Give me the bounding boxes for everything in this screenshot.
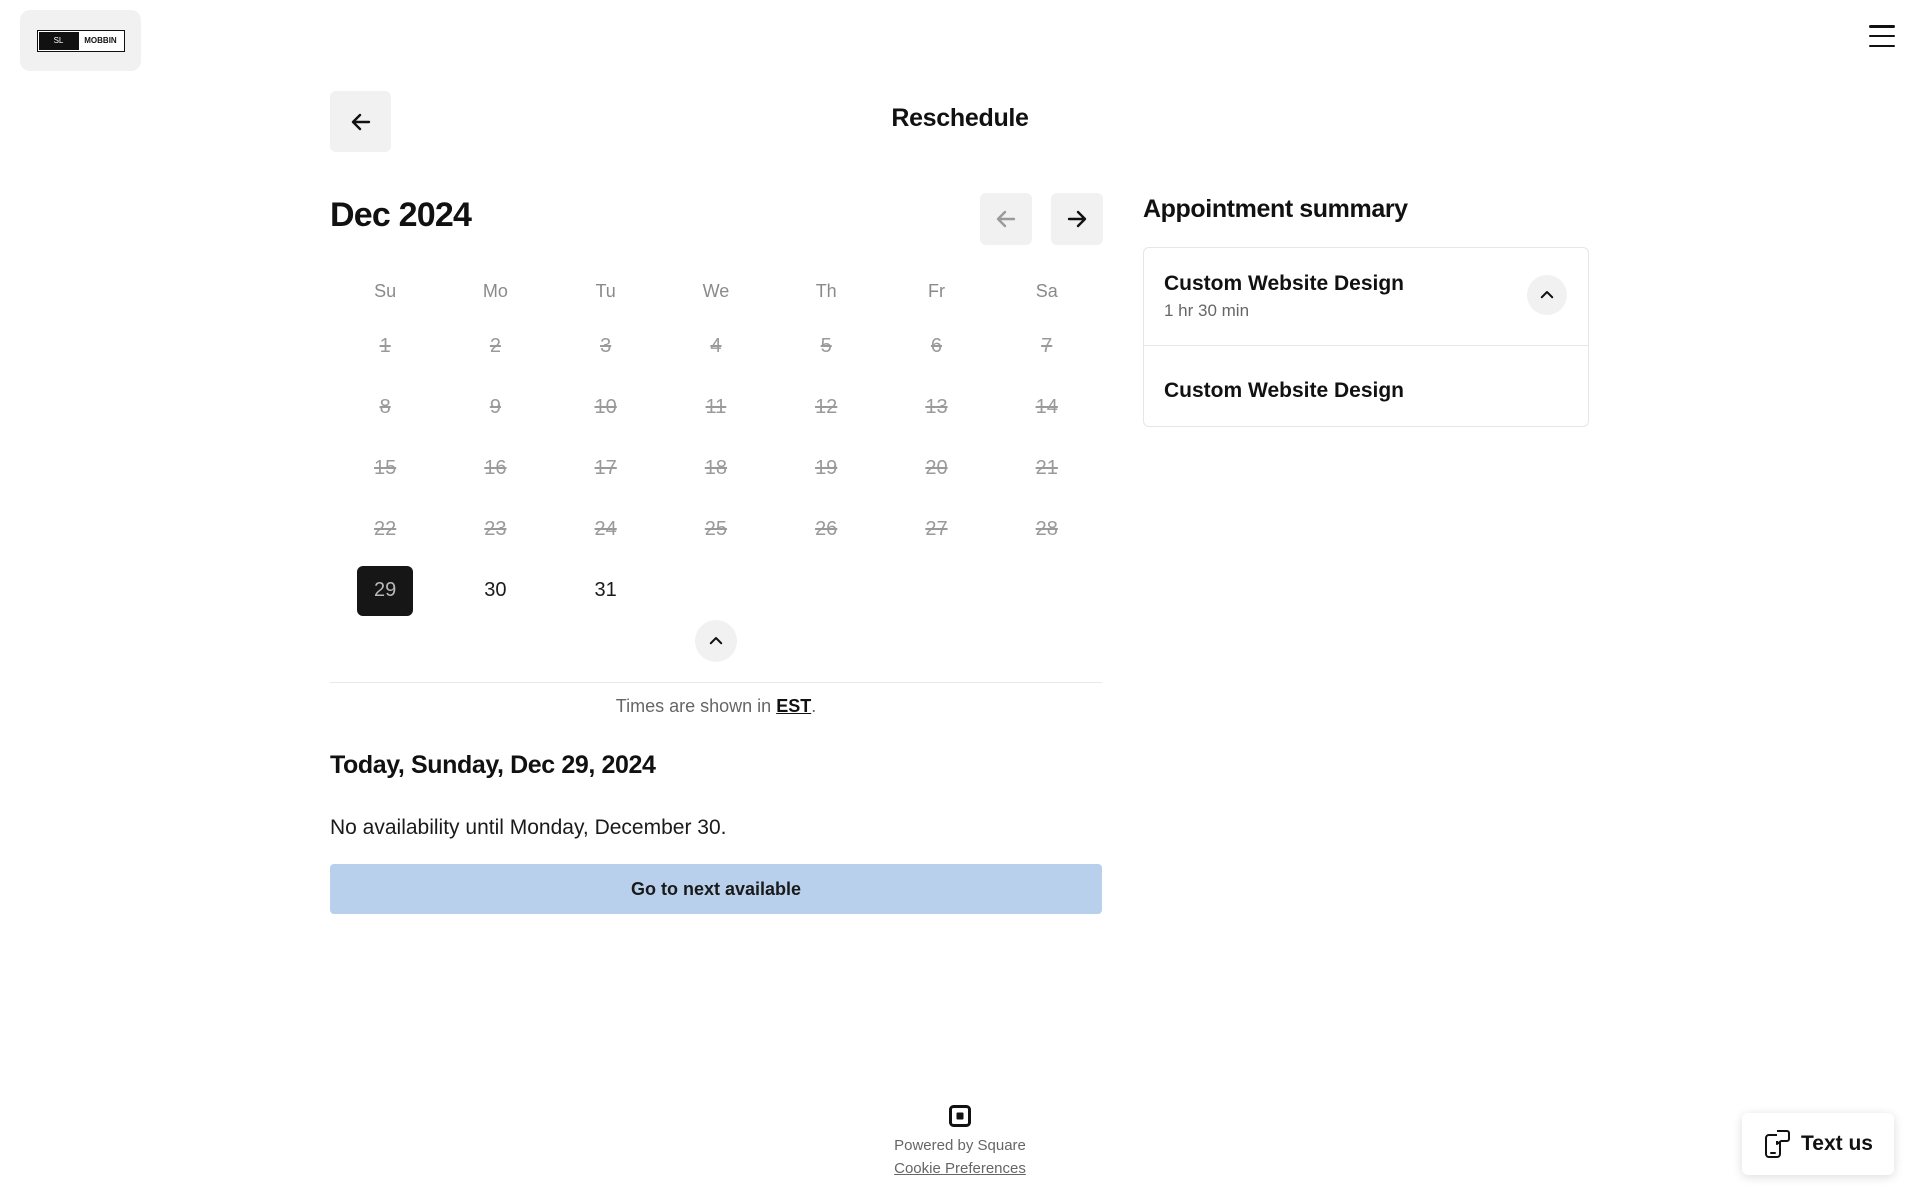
calendar-day-selected[interactable] [330,560,440,621]
divider [330,682,1102,683]
summary-title: Appointment summary [1143,195,1408,223]
hamburger-line [1869,25,1895,28]
back-button[interactable] [330,91,391,152]
calendar-day-number: 2 [489,335,501,357]
calendar-day [440,377,550,438]
weekday-label: Su [374,280,397,301]
calendar-day-number: 18 [704,457,728,479]
calendar-day [661,316,771,377]
phone-message-icon [1763,1129,1791,1159]
calendar-day-number: 9 [489,396,501,418]
selected-date-heading: Today, Sunday, Dec 29, 2024 [330,751,656,779]
timezone-link[interactable]: EST [776,696,812,716]
calendar-day [771,499,881,560]
calendar-day [771,438,881,499]
calendar-day-number: 21 [1035,457,1058,479]
logo-right-text: MOBBIN [84,36,117,45]
calendar-day [440,499,550,560]
timezone-suffix: . [811,696,817,716]
calendar-day [661,377,771,438]
calendar-day-number: 10 [594,396,617,418]
calendar-day-number: 22 [374,518,397,540]
square-logo-icon [949,1105,971,1127]
calendar-day-number: 29 [357,566,413,616]
weekday-label: Sa [1035,280,1058,301]
calendar-day-number: 15 [374,457,397,479]
calendar-day-number: 6 [930,335,943,357]
calendar-day [881,438,991,499]
weekday-label: Mo [482,280,508,301]
go-to-next-available-button[interactable]: Go to next available [330,864,1102,914]
timezone-note [330,696,1102,717]
calendar-day [881,377,991,438]
text-us-label: Text us [1801,1132,1873,1155]
calendar-day-number: 19 [815,457,838,479]
calendar-day [551,377,661,438]
logo [37,30,125,52]
powered-by-text: Powered by Square [894,1137,1026,1154]
calendar-day-number: 3 [600,335,612,357]
calendar-day [661,499,771,560]
calendar-day-number: 16 [484,457,507,479]
calendar-day [881,499,991,560]
service-item: Custom Website Design [1164,379,1404,402]
calendar-day [992,316,1102,377]
hamburger-icon[interactable] [1869,25,1895,47]
calendar-day [992,438,1102,499]
chevron-up-icon [1538,286,1556,304]
summary-card [1143,247,1589,427]
calendar-day-number: 30 [484,579,507,601]
calendar-day-number: 24 [594,518,617,540]
calendar-day-number: 8 [379,396,391,418]
page-title: Reschedule [891,104,1029,132]
calendar-day-number: 20 [925,457,948,479]
calendar-day-number: 23 [484,518,507,540]
arrow-left-icon [349,110,373,134]
calendar-day-number: 25 [704,518,728,540]
calendar-day-number: 4 [710,335,722,357]
calendar-day-number: 13 [925,396,948,418]
service-duration: 1 hr 30 min [1164,301,1250,320]
weekday-label: Tu [595,280,616,301]
logo-left-text: SL [39,32,79,50]
calendar-day-number: 7 [1041,335,1053,357]
weekday-label: Fr [927,280,945,301]
service-name: Custom Website Design [1164,272,1404,295]
chevron-up-icon [707,632,725,650]
calendar-day-number: 5 [820,335,832,357]
calendar-day-number: 12 [815,396,838,418]
weekday-label: We [702,280,730,301]
calendar-day-number: 27 [925,518,948,540]
cookie-preferences-link[interactable]: Cookie Preferences [894,1160,1026,1177]
calendar-day-number: 28 [1035,518,1058,540]
calendar-day [771,316,881,377]
calendar-day[interactable] [551,560,661,621]
calendar-day-number: 17 [594,457,617,479]
calendar-day [440,438,550,499]
calendar-day-number: 14 [1035,396,1058,418]
hamburger-line [1869,35,1895,38]
calendar-day [551,438,661,499]
calendar-day [992,377,1102,438]
calendar-grid [330,266,1102,621]
timezone-prefix: Times are shown in [615,696,777,716]
month-label: Dec 2024 [330,196,472,234]
availability-message: No availability until Monday, December 30. [330,816,727,839]
calendar-day [881,316,991,377]
hamburger-line [1869,45,1895,48]
service-header [1144,248,1588,346]
arrow-right-icon [1065,207,1089,231]
text-us-button[interactable] [1742,1113,1894,1175]
calendar-day-number: 1 [379,335,391,357]
calendar-day [551,316,661,377]
calendar-day[interactable] [440,560,550,621]
calendar-day [992,499,1102,560]
calendar-day [661,438,771,499]
calendar-day [551,499,661,560]
calendar-day [771,377,881,438]
calendar-day [330,499,440,560]
calendar-day [330,377,440,438]
arrow-left-icon [994,207,1018,231]
calendar-day [330,316,440,377]
calendar-day [330,438,440,499]
calendar-day-number: 26 [815,518,838,540]
prev-month-button[interactable] [980,193,1032,245]
calendar-day-number: 11 [705,396,727,418]
next-month-button[interactable] [1051,193,1103,245]
calendar-day-number: 31 [594,579,617,601]
summary-toggle-button[interactable] [1527,275,1567,315]
calendar-day [440,316,550,377]
weekday-label: Th [815,280,837,301]
logo-container[interactable] [20,10,141,71]
collapse-calendar-button[interactable] [695,620,737,662]
